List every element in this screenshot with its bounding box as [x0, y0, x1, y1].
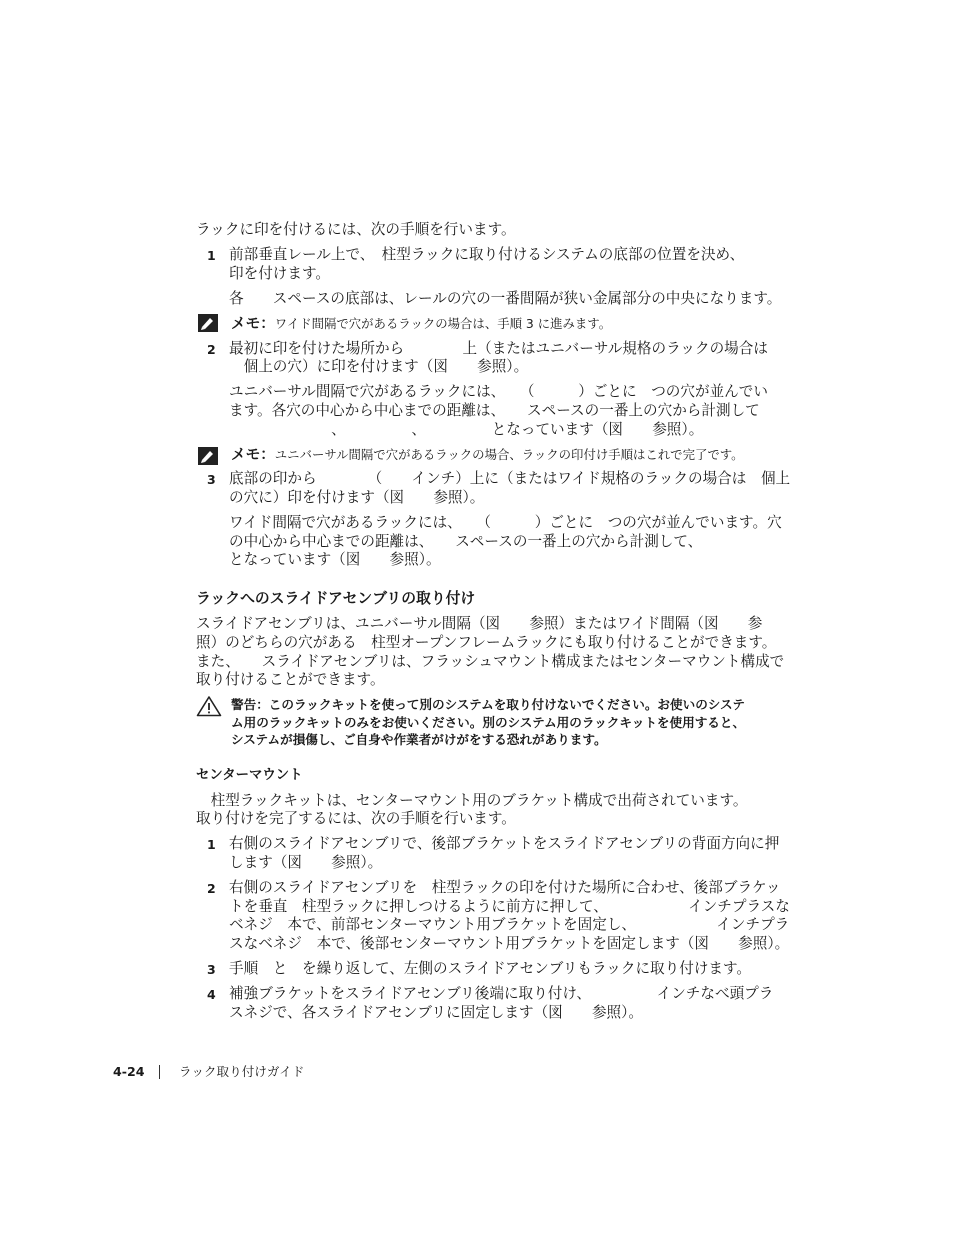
- footer-title: ラック取り付けガイド: [179, 1064, 305, 1079]
- paragraph-line: 柱型ラックキットは、センターマウント用のブラケット構成で出荷されています。: [196, 792, 748, 809]
- note-text: ユニバーサル間隔で穴があるラックの場合、ラックの印付け手順はこれで完了です。: [274, 447, 744, 462]
- step-text: 印を付けます。: [229, 265, 330, 282]
- step-subtext: ワイド間隔で穴があるラックには、 （ ）ごとに つの穴が並んでいます。穴: [229, 514, 782, 531]
- step-text: 前部垂直レール上で、 柱型ラックに取り付けるシステムの底部の位置を決め、: [229, 246, 745, 263]
- step-number: 2: [207, 881, 216, 896]
- step-number: 1: [207, 837, 216, 852]
- step-text: ベネジ 本で、前部センターマウント用ブラケットを固定し、 インチプラ: [229, 916, 790, 933]
- warning-line: システムが損傷し、ご自身や作業者がけがをする恐れがあります。: [231, 732, 607, 747]
- warning-triangle-icon: [196, 695, 222, 717]
- paragraph-line: 取り付けを完了するには、次の手順を行います。: [196, 810, 516, 827]
- step-text: 手順 と を繰り返して、左側のスライドアセンブリもラックに取り付けます。: [229, 960, 752, 977]
- paragraph-line: スライドアセンブリは、ユニバーサル間隔（図 参照）またはワイド間隔（図 参: [196, 615, 763, 632]
- note-pencil-icon: [197, 313, 219, 333]
- step-text: スなベネジ 本で、後部センターマウント用ブラケットを固定します（図 参照）。: [229, 935, 790, 952]
- paragraph-line: 照）のどちらの穴がある 柱型オープンフレームラックにも取り付けることができます。: [196, 634, 777, 651]
- warning-text: このラックキットを使って別のシステムを取り付けないでください。お使いのシステ: [268, 697, 745, 712]
- paragraph-line: 取り付けることができます。: [196, 671, 385, 688]
- note-text: ワイド間隔で穴があるラックの場合は、手順 3 に進みます。: [274, 316, 612, 331]
- warning-label: 警告：: [231, 697, 269, 712]
- step-text: トを垂直 柱型ラックに押しつけるように前方に押して、 インチプラスな: [229, 898, 790, 915]
- note-label: メモ：: [231, 315, 275, 332]
- step-subtext: ユニバーサル間隔で穴があるラックには、 （ ）ごとに つの穴が並んでい: [229, 383, 768, 400]
- paragraph-line: また、 スライドアセンブリは、フラッシュマウント構成またはセンターマウント構成で: [196, 653, 785, 670]
- step-text: スネジで、各スライドアセンブリに固定します（図 参照）。: [229, 1004, 644, 1021]
- step-text: 最初に印を付けた場所から 上（またはユニバーサル規格のラックの場合は: [229, 340, 768, 357]
- step-number: 1: [207, 248, 216, 263]
- note: [231, 315, 611, 333]
- step-subtext: となっています（図 参照）。: [229, 551, 441, 568]
- step-number: 3: [207, 472, 216, 487]
- intro-text: ラックに印を付けるには、次の手順を行います。: [196, 221, 516, 238]
- step-text: 個上の穴）に印を付けます（図 参照）。: [229, 358, 529, 375]
- step-text: 補強ブラケットをスライドアセンブリ後端に取り付け、 インチなべ頭プラ: [229, 985, 774, 1002]
- warning-line: [231, 696, 745, 714]
- step-subtext: ます。各穴の中心から中心までの距離は、 スペースの一番上の穴から計測して: [229, 402, 760, 419]
- step-text: の穴に）印を付けます（図 参照）。: [229, 489, 485, 506]
- page-number: 4-24: [113, 1064, 145, 1079]
- step-subtext: 、 、 となっています（図 参照）。: [229, 421, 704, 438]
- step-subtext: の中心から中心までの距離は、 スペースの一番上の穴から計測して、: [229, 533, 703, 550]
- footer-divider: [159, 1065, 160, 1079]
- step-subtext: 各 スペースの底部は、レールの穴の一番間隔が狭い金属部分の中央になります。: [229, 290, 782, 307]
- note-label: メモ：: [231, 446, 275, 463]
- subsection-title: センターマウント: [196, 768, 303, 783]
- warning-line: ム用のラックキットのみをお使いください。別のシステム用のラックキットを使用すると、: [231, 715, 746, 730]
- step-number: 4: [207, 987, 216, 1002]
- note-pencil-icon: [197, 446, 219, 466]
- step-number: 2: [207, 342, 216, 357]
- step-text: 右側のスライドアセンブリで、後部ブラケットをスライドアセンブリの背面方向に押: [229, 835, 780, 852]
- step-text: します（図 参照）。: [229, 854, 383, 871]
- section-title: ラックへのスライドアセンブリの取り付け: [196, 590, 476, 607]
- step-text: 底部の印から （ インチ）上に（またはワイド規格のラックの場合は 個上: [229, 470, 791, 487]
- step-number: 3: [207, 962, 216, 977]
- note: [231, 446, 744, 464]
- step-text: 右側のスライドアセンブリを 柱型ラックの印を付けた場所に合わせ、後部ブラケッ: [229, 879, 781, 896]
